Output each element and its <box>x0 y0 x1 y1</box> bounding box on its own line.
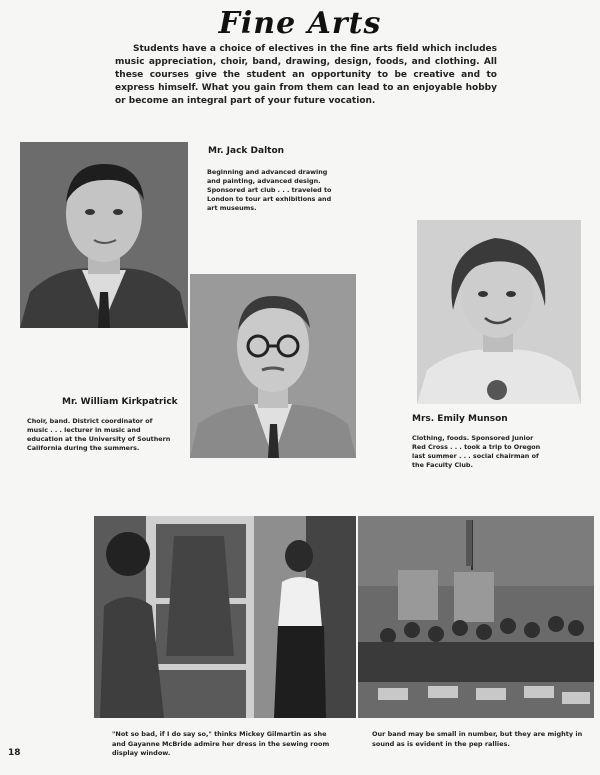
caption-band: Our band may be small in number, but they are mighty in sound as is evident in the pep rallies. <box>372 730 583 748</box>
photo-jack-dalton <box>20 142 188 328</box>
teacher-name-emily-munson: Mrs. Emily Munson <box>412 414 508 424</box>
page-number: 18 <box>8 748 21 758</box>
intro-paragraph: Students have a choice of electives in the fine arts field which includes music appreciation, choir, band, drawing, design, foods, and clothing. All these courses give the student an opportunity to be creative and to express himself. What you gain from them can lead to an enjoyable hobby or become an integral part of your future vocation. <box>115 44 497 106</box>
photo-sewing-room <box>94 516 356 718</box>
photo-emily-munson <box>417 220 581 404</box>
page-title: Fine Arts <box>218 6 382 41</box>
photo-william-kirkpatrick <box>190 274 356 458</box>
teacher-description-jack-dalton: Beginning and advanced drawing and painting, advanced design. Sponsored art club . . . traveled to London to tour art exhibitions and art museums. <box>207 168 332 212</box>
photo-band <box>358 516 594 718</box>
teacher-description-emily-munson: Clothing, foods. Sponsored Junior Red Cross . . . took a trip to Oregon last summer . . . social chairman of the Faculty Club. <box>412 434 541 469</box>
caption-sewing-room: "Not so bad, if I do say so," thinks Mickey Gilmartin as she and Gayanne McBride admire her dress in the sewing room display window. <box>112 730 330 757</box>
teacher-description-william-kirkpatrick: Choir, band. District coordinator of music . . . lecturer in music and education at the University of Southern California during the summers. <box>27 417 171 452</box>
teacher-name-jack-dalton: Mr. Jack Dalton <box>208 146 285 156</box>
teacher-name-william-kirkpatrick: Mr. William Kirkpatrick <box>62 397 178 407</box>
